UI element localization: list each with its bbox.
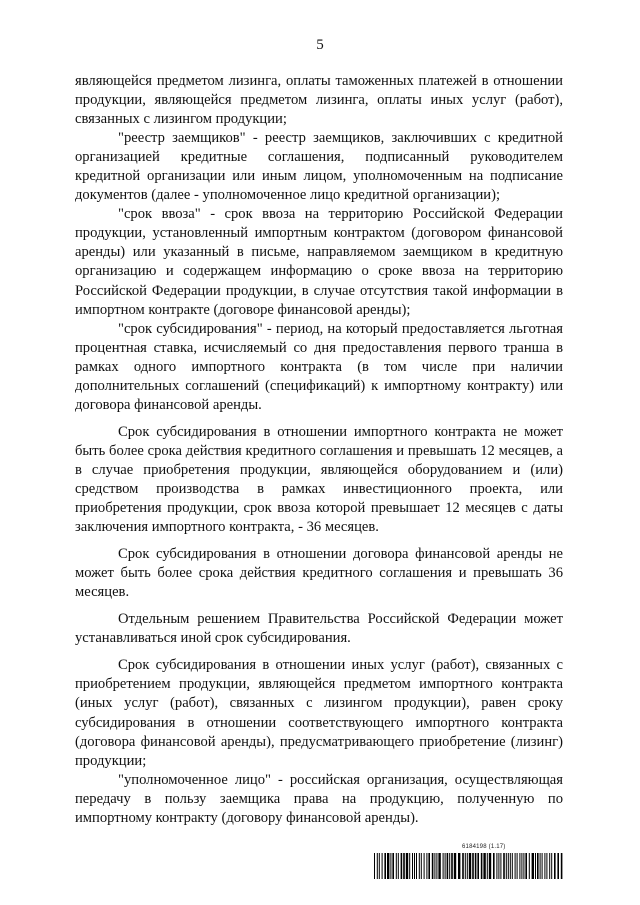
paragraph-reshenie-pravitelstva: Отдельным решением Правительства Российской Федерации может устанавливаться иной срок субсидирования.: [75, 611, 563, 647]
paragraph-srok-dogovora-arendy: Срок субсидирования в отношении договора финансовой аренды не может быть более срока действия кредитного соглашения и превышать 36 месяцев.: [75, 546, 563, 601]
paragraph-srok-vvoza: "срок ввоза" - срок ввоза на территорию Российской Федерации продукции, установленный импортным контрактом (договором финансовой аренды) или указанный в письме, направляемом заемщиком в кредитную организацию и содержащем информацию о сроке ввоза на территорию Российской Федерации продукции, в случае отсутствия такой информации в импортном контракте (договоре финансовой аренды);: [75, 206, 563, 318]
paragraph-srok-subsidirovaniya: "срок субсидирования" - период, на который предоставляется льготная процентная ставка, исчисляемый со дня предоставления первого транша в рамках одного импортного контракта (в том числе при наличии дополнительных соглашений (спецификаций) к импортному контракту) или договора финансовой аренды.: [75, 320, 563, 413]
paragraph-srok-importnogo-kontrakta: Срок субсидирования в отношении импортного контракта не может быть более срока действия кредитного соглашения и превышать 12 месяцев, а в случае приобретения продукции, являющейся оборудованием и (или) средством производства в рамках инвестиционного проекта, или приобретения продукции, срок ввоза которой превышает 12 месяцев с даты заключения импортного контракта, - 36 месяцев.: [75, 423, 563, 536]
barcode-label: 6184198 (1.17): [462, 844, 506, 850]
paragraph-continuation: являющейся предметом лизинга, оплаты таможенных платежей в отношении продукции, являющейся предметом лизинга, оплаты иных услуг (работ), связанных с лизингом продукции;: [75, 73, 563, 128]
barcode-image: [374, 853, 564, 879]
paragraph-srok-inykh-uslug: Срок субсидирования в отношении иных услуг (работ), связанных с приобретением продукции, являющейся предметом импортного контракта (иных услуг (работ), связанных с лизингом продукции), равен сроку субсидирования в отношении соответствующего импортного контракта (договора финансовой аренды), предусматривающего приобретение (лизинг) продукции;: [75, 657, 563, 769]
page-number: 5: [316, 37, 324, 53]
paragraph-upolnomochennoe-litso: "уполномоченное лицо" - российская организация, осуществляющая передачу в пользу заемщика права на продукцию, полученную по импортному контракту (договору финансовой аренды).: [75, 771, 563, 826]
document-body: [75, 72, 563, 828]
paragraph-reestr-zaemshchikov: "реестр заемщиков" - реестр заемщиков, заключивших с кредитной организацией кредитные соглашения, подписанный руководителем кредитной организации или иным лицом, уполномоченным на подписание документов (далее - уполномоченное лицо кредитной организации);: [75, 130, 563, 204]
